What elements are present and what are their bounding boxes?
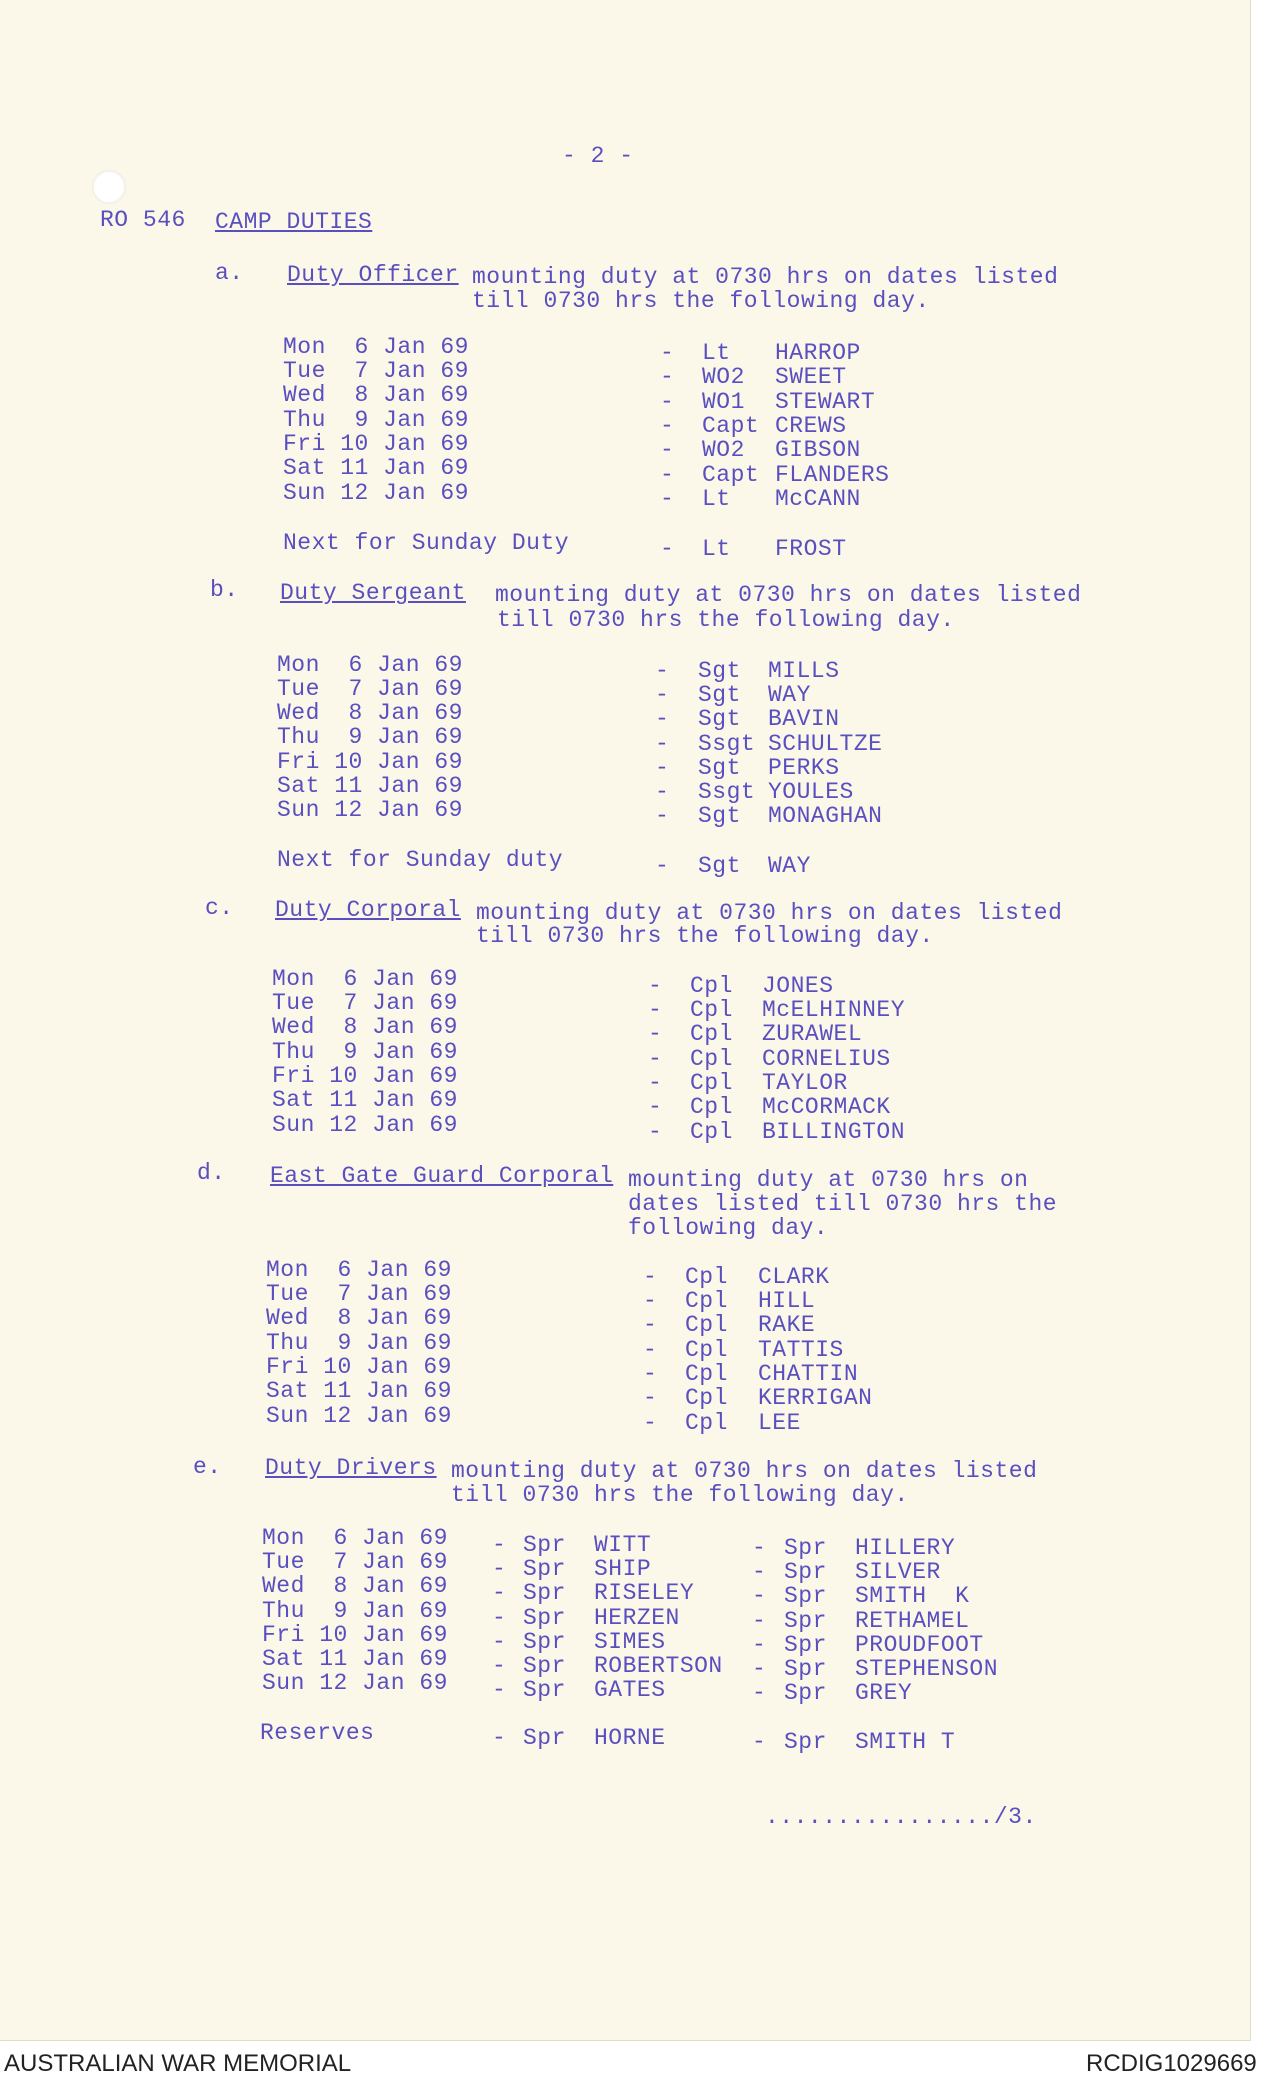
duty-name: McELHINNEY bbox=[762, 997, 906, 1023]
dash: - bbox=[655, 755, 670, 781]
duty-rank: Cpl bbox=[685, 1288, 728, 1314]
section-role: Duty Drivers bbox=[265, 1455, 437, 1481]
dash: - bbox=[492, 1629, 507, 1655]
duty-rank: Cpl bbox=[685, 1361, 728, 1387]
dash: - bbox=[752, 1559, 767, 1585]
section-role: Duty Sergeant bbox=[280, 580, 466, 606]
dash: - bbox=[660, 340, 675, 366]
duty-rank: Capt bbox=[702, 413, 760, 439]
duty-name: RISELEY bbox=[594, 1580, 695, 1606]
duty-date: Wed 8 Jan 69 bbox=[266, 1305, 452, 1331]
duty-name: CHATTIN bbox=[758, 1361, 859, 1387]
dash: - bbox=[660, 536, 675, 562]
section-letter: b. bbox=[210, 577, 239, 603]
duty-name: HARROP bbox=[775, 340, 861, 366]
duty-rank: Sgt bbox=[698, 682, 741, 708]
dash: - bbox=[648, 1021, 663, 1047]
duty-rank: Spr bbox=[523, 1532, 566, 1558]
dash: - bbox=[492, 1532, 507, 1558]
duty-name: HERZEN bbox=[594, 1605, 680, 1631]
dash: - bbox=[752, 1583, 767, 1609]
duty-name: McCANN bbox=[775, 486, 861, 512]
dash: - bbox=[752, 1729, 767, 1755]
dash: - bbox=[752, 1608, 767, 1634]
dash: - bbox=[655, 706, 670, 732]
dash: - bbox=[648, 1070, 663, 1096]
duty-rank: Cpl bbox=[685, 1410, 728, 1436]
dash: - bbox=[660, 437, 675, 463]
footer-archive-name: AUSTRALIAN WAR MEMORIAL bbox=[4, 2050, 352, 2077]
duty-rank: Ssgt bbox=[698, 779, 756, 805]
duty-name: HILL bbox=[758, 1288, 816, 1314]
duty-name: SMITH T bbox=[855, 1729, 956, 1755]
duty-name: MONAGHAN bbox=[768, 803, 883, 829]
duty-rank: Spr bbox=[784, 1535, 827, 1561]
duty-rank: Sgt bbox=[698, 706, 741, 732]
duty-date: Sat 11 Jan 69 bbox=[283, 455, 469, 481]
duty-date: Sat 11 Jan 69 bbox=[277, 773, 463, 799]
duty-date: Thu 9 Jan 69 bbox=[283, 407, 469, 433]
duty-name: WAY bbox=[768, 682, 811, 708]
duty-rank: Spr bbox=[523, 1556, 566, 1582]
duty-name: MILLS bbox=[768, 658, 840, 684]
duty-rank: Lt bbox=[702, 536, 731, 562]
duty-date: Tue 7 Jan 69 bbox=[277, 676, 463, 702]
section-desc: mounting duty at 0730 hrs on dates listed bbox=[451, 1458, 1038, 1484]
duty-rank: Spr bbox=[523, 1605, 566, 1631]
duty-date: Wed 8 Jan 69 bbox=[272, 1014, 458, 1040]
duty-date: Tue 7 Jan 69 bbox=[262, 1549, 448, 1575]
dash: - bbox=[643, 1264, 658, 1290]
duty-name: CLARK bbox=[758, 1264, 830, 1290]
duty-name: STEPHENSON bbox=[855, 1656, 999, 1682]
dash: - bbox=[643, 1337, 658, 1363]
duty-name: WAY bbox=[768, 853, 811, 879]
duty-rank: Spr bbox=[523, 1629, 566, 1655]
duty-rank: WO2 bbox=[702, 437, 745, 463]
dash: - bbox=[660, 486, 675, 512]
duty-name: ZURAWEL bbox=[762, 1021, 863, 1047]
duty-date: Sat 11 Jan 69 bbox=[266, 1378, 452, 1404]
duty-date: Fri 10 Jan 69 bbox=[283, 431, 469, 457]
duty-name: ROBERTSON bbox=[594, 1653, 723, 1679]
duty-date: Mon 6 Jan 69 bbox=[272, 966, 458, 992]
duty-rank: Sgt bbox=[698, 658, 741, 684]
duty-date: Sat 11 Jan 69 bbox=[272, 1087, 458, 1113]
duty-rank: Cpl bbox=[690, 1046, 733, 1072]
duty-date: Mon 6 Jan 69 bbox=[262, 1525, 448, 1551]
order-ref: RO 546 bbox=[100, 207, 186, 233]
duty-name: SCHULTZE bbox=[768, 731, 883, 757]
duty-name: HORNE bbox=[594, 1725, 666, 1751]
section-desc: mounting duty at 0730 hrs on bbox=[628, 1167, 1029, 1193]
section-letter: d. bbox=[197, 1160, 226, 1186]
duty-name: RETHAMEL bbox=[855, 1608, 970, 1634]
duty-rank: Spr bbox=[784, 1680, 827, 1706]
dash: - bbox=[655, 682, 670, 708]
duty-name: TAYLOR bbox=[762, 1070, 848, 1096]
duty-name: GATES bbox=[594, 1677, 666, 1703]
dash: - bbox=[655, 731, 670, 757]
dash: - bbox=[660, 462, 675, 488]
duty-date: Fri 10 Jan 69 bbox=[266, 1354, 452, 1380]
duty-name: WITT bbox=[594, 1532, 652, 1558]
dash: - bbox=[492, 1677, 507, 1703]
duty-rank: Spr bbox=[523, 1653, 566, 1679]
duty-date: Mon 6 Jan 69 bbox=[283, 334, 469, 360]
section-desc: mounting duty at 0730 hrs on dates listed bbox=[472, 264, 1059, 290]
duty-rank: Spr bbox=[523, 1725, 566, 1751]
duty-name: SILVER bbox=[855, 1559, 941, 1585]
duty-date: Fri 10 Jan 69 bbox=[262, 1622, 448, 1648]
dash: - bbox=[648, 1046, 663, 1072]
dash: - bbox=[643, 1312, 658, 1338]
duty-date: Thu 9 Jan 69 bbox=[272, 1039, 458, 1065]
duty-date: Tue 7 Jan 69 bbox=[283, 358, 469, 384]
duty-name: SHIP bbox=[594, 1556, 652, 1582]
duty-name: CORNELIUS bbox=[762, 1046, 891, 1072]
duty-date: Sun 12 Jan 69 bbox=[283, 480, 469, 506]
duty-name: GIBSON bbox=[775, 437, 861, 463]
duty-name: SIMES bbox=[594, 1629, 666, 1655]
duty-date: Sun 12 Jan 69 bbox=[262, 1670, 448, 1696]
duty-name: FLANDERS bbox=[775, 462, 890, 488]
duty-date: Mon 6 Jan 69 bbox=[266, 1257, 452, 1283]
dash: - bbox=[655, 853, 670, 879]
duty-rank: WO2 bbox=[702, 364, 745, 390]
duty-date: Sun 12 Jan 69 bbox=[277, 797, 463, 823]
duty-rank: Spr bbox=[784, 1656, 827, 1682]
duty-name: JONES bbox=[762, 973, 834, 999]
duty-date: Fri 10 Jan 69 bbox=[272, 1063, 458, 1089]
duty-rank: Cpl bbox=[690, 1094, 733, 1120]
duty-rank: Cpl bbox=[690, 973, 733, 999]
section-desc: till 0730 hrs the following day. bbox=[476, 923, 934, 949]
section-desc: till 0730 hrs the following day. bbox=[497, 607, 955, 633]
duty-name: HILLERY bbox=[855, 1535, 956, 1561]
duty-rank: Ssgt bbox=[698, 731, 756, 757]
duty-rank: Spr bbox=[784, 1729, 827, 1755]
duty-rank: Lt bbox=[702, 486, 731, 512]
continuation-marker: ................/3. bbox=[765, 1804, 1037, 1830]
duty-name: GREY bbox=[855, 1680, 913, 1706]
section-desc: till 0730 hrs the following day. bbox=[472, 288, 930, 314]
dash: - bbox=[492, 1653, 507, 1679]
duty-name: SWEET bbox=[775, 364, 847, 390]
section-desc: following day. bbox=[628, 1215, 829, 1241]
duty-rank: Sgt bbox=[698, 755, 741, 781]
section-desc: mounting duty at 0730 hrs on dates listed bbox=[495, 582, 1082, 608]
dash: - bbox=[643, 1410, 658, 1436]
duty-rank: Cpl bbox=[685, 1385, 728, 1411]
duty-date: Wed 8 Jan 69 bbox=[262, 1573, 448, 1599]
duty-rank: Spr bbox=[784, 1632, 827, 1658]
duty-rank: Spr bbox=[784, 1559, 827, 1585]
section-role: Duty Officer bbox=[287, 262, 459, 288]
duty-rank: Spr bbox=[523, 1677, 566, 1703]
section-desc: dates listed till 0730 hrs the bbox=[628, 1191, 1058, 1217]
order-title: CAMP DUTIES bbox=[215, 209, 373, 235]
duty-date: Mon 6 Jan 69 bbox=[277, 652, 463, 678]
duty-date: Thu 9 Jan 69 bbox=[262, 1598, 448, 1624]
next-duty-label: Next for Sunday duty bbox=[277, 847, 564, 873]
dash: - bbox=[648, 1119, 663, 1145]
duty-date: Wed 8 Jan 69 bbox=[283, 382, 469, 408]
dash: - bbox=[648, 973, 663, 999]
duty-name: McCORMACK bbox=[762, 1094, 891, 1120]
duty-rank: Sgt bbox=[698, 803, 741, 829]
dash: - bbox=[752, 1535, 767, 1561]
duty-rank: Lt bbox=[702, 340, 731, 366]
duty-date: Thu 9 Jan 69 bbox=[266, 1330, 452, 1356]
duty-name: RAKE bbox=[758, 1312, 816, 1338]
duty-name: BAVIN bbox=[768, 706, 840, 732]
duty-rank: Cpl bbox=[690, 1070, 733, 1096]
duty-rank: Spr bbox=[784, 1608, 827, 1634]
dash: - bbox=[752, 1656, 767, 1682]
dash: - bbox=[752, 1680, 767, 1706]
duty-rank: Cpl bbox=[690, 997, 733, 1023]
duty-name: CREWS bbox=[775, 413, 847, 439]
duty-date: Tue 7 Jan 69 bbox=[272, 990, 458, 1016]
dash: - bbox=[660, 364, 675, 390]
duty-rank: Sgt bbox=[698, 853, 741, 879]
section-role: East Gate Guard Corporal bbox=[270, 1163, 614, 1189]
section-letter: c. bbox=[205, 895, 234, 921]
reserves-label: Reserves bbox=[260, 1720, 375, 1746]
page-number: - 2 - bbox=[562, 143, 634, 169]
footer-record-id: RCDIG1029669 bbox=[1086, 2050, 1257, 2077]
dash: - bbox=[643, 1385, 658, 1411]
duty-name: KERRIGAN bbox=[758, 1385, 873, 1411]
section-letter: a. bbox=[215, 260, 244, 286]
duty-rank: WO1 bbox=[702, 389, 745, 415]
section-role: Duty Corporal bbox=[275, 897, 461, 923]
dash: - bbox=[655, 779, 670, 805]
dash: - bbox=[648, 997, 663, 1023]
duty-rank: Spr bbox=[523, 1580, 566, 1606]
duty-name: YOULES bbox=[768, 779, 854, 805]
duty-rank: Cpl bbox=[685, 1264, 728, 1290]
dash: - bbox=[643, 1361, 658, 1387]
duty-date: Tue 7 Jan 69 bbox=[266, 1281, 452, 1307]
dash: - bbox=[655, 658, 670, 684]
duty-name: LEE bbox=[758, 1410, 801, 1436]
dash: - bbox=[492, 1580, 507, 1606]
duty-name: STEWART bbox=[775, 389, 876, 415]
duty-date: Thu 9 Jan 69 bbox=[277, 724, 463, 750]
duty-name: BILLINGTON bbox=[762, 1119, 906, 1145]
dash: - bbox=[492, 1725, 507, 1751]
duty-rank: Cpl bbox=[685, 1337, 728, 1363]
section-desc: till 0730 hrs the following day. bbox=[451, 1482, 909, 1508]
duty-name: PROUDFOOT bbox=[855, 1632, 984, 1658]
duty-date: Fri 10 Jan 69 bbox=[277, 749, 463, 775]
section-desc: mounting duty at 0730 hrs on dates listed bbox=[476, 900, 1063, 926]
dash: - bbox=[660, 413, 675, 439]
dash: - bbox=[643, 1288, 658, 1314]
duty-rank: Cpl bbox=[690, 1021, 733, 1047]
section-letter: e. bbox=[193, 1454, 222, 1480]
duty-date: Sat 11 Jan 69 bbox=[262, 1646, 448, 1672]
dash: - bbox=[492, 1605, 507, 1631]
duty-date: Sun 12 Jan 69 bbox=[266, 1403, 452, 1429]
duty-rank: Cpl bbox=[685, 1312, 728, 1338]
punch-hole bbox=[92, 170, 126, 204]
duty-name: FROST bbox=[775, 536, 847, 562]
duty-rank: Spr bbox=[784, 1583, 827, 1609]
dash: - bbox=[752, 1632, 767, 1658]
duty-name: SMITH K bbox=[855, 1583, 970, 1609]
next-duty-label: Next for Sunday Duty bbox=[283, 530, 570, 556]
duty-date: Wed 8 Jan 69 bbox=[277, 700, 463, 726]
dash: - bbox=[655, 803, 670, 829]
duty-name: PERKS bbox=[768, 755, 840, 781]
dash: - bbox=[648, 1094, 663, 1120]
duty-name: TATTIS bbox=[758, 1337, 844, 1363]
duty-rank: Capt bbox=[702, 462, 760, 488]
duty-rank: Cpl bbox=[690, 1119, 733, 1145]
duty-date: Sun 12 Jan 69 bbox=[272, 1112, 458, 1138]
dash: - bbox=[660, 389, 675, 415]
dash: - bbox=[492, 1556, 507, 1582]
